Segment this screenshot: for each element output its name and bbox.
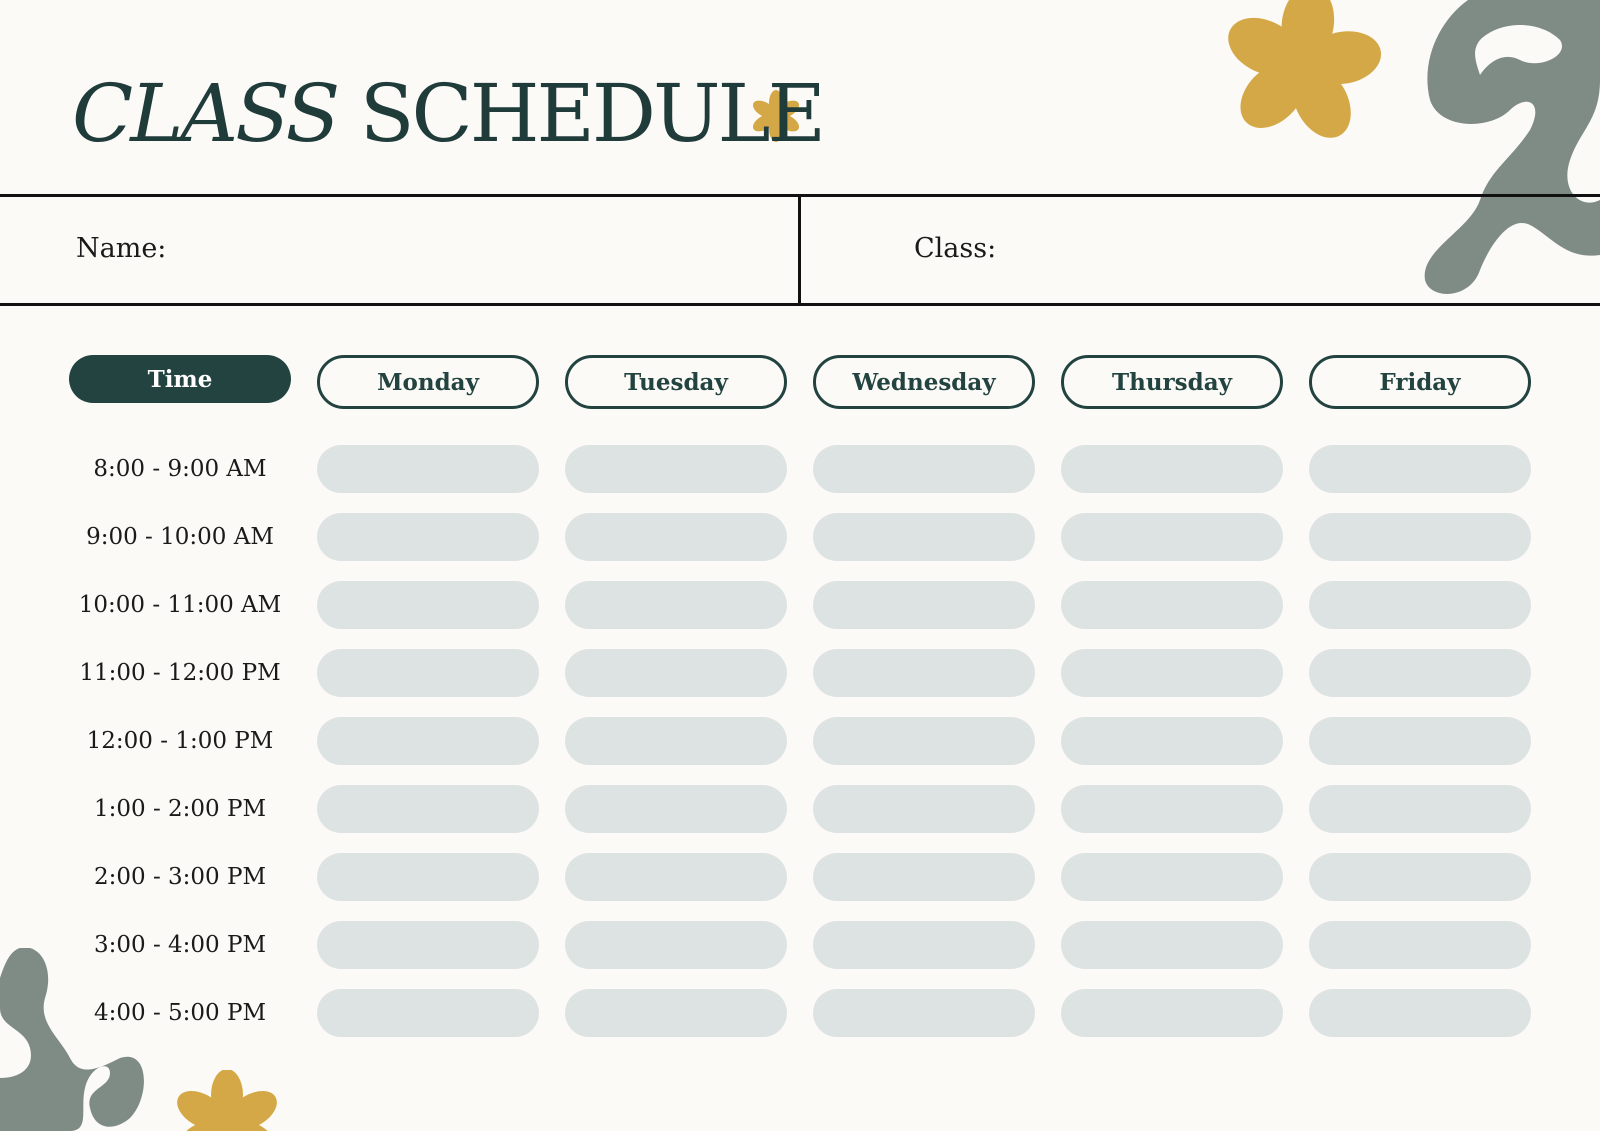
page-title [72,64,823,164]
schedule-slot-friday[interactable] [1309,989,1531,1037]
time-slot-label: 1:00 - 2:00 PM [93,796,267,822]
day-header-friday: Friday [1309,355,1531,409]
time-slot-label: 8:00 - 9:00 AM [93,456,267,482]
schedule-slot-monday[interactable] [317,989,539,1037]
schedule-slot-tuesday[interactable] [565,649,787,697]
time-slot-label: 3:00 - 4:00 PM [93,932,267,958]
time-slot-label: 10:00 - 11:00 AM [78,592,282,618]
day-header-tuesday: Tuesday [565,355,787,409]
schedule-slot-tuesday[interactable] [565,853,787,901]
schedule-slot-monday[interactable] [317,513,539,561]
name-field-label[interactable]: Name: [76,233,167,264]
flower-icon-large [1222,0,1382,140]
schedule-slot-monday[interactable] [317,581,539,629]
schedule-slot-thursday[interactable] [1061,649,1283,697]
schedule-slot-thursday[interactable] [1061,785,1283,833]
schedule-slot-wednesday[interactable] [813,649,1035,697]
schedule-slot-monday[interactable] [317,717,539,765]
schedule-slot-thursday[interactable] [1061,717,1283,765]
class-field-label[interactable]: Class: [914,233,997,264]
day-header-thursday: Thursday [1061,355,1283,409]
schedule-slot-tuesday[interactable] [565,513,787,561]
info-band [0,194,1600,306]
time-header: Time [69,355,291,403]
schedule-slot-wednesday[interactable] [813,513,1035,561]
day-header-wednesday: Wednesday [813,355,1035,409]
schedule-slot-friday[interactable] [1309,649,1531,697]
blob-shape-bottom-left [0,948,150,1131]
schedule-slot-monday[interactable] [317,921,539,969]
title-part-regular: SCHEDULE [337,67,824,160]
schedule-slot-friday[interactable] [1309,717,1531,765]
schedule-slot-wednesday[interactable] [813,853,1035,901]
schedule-slot-wednesday[interactable] [813,785,1035,833]
flower-icon-bottom [172,1070,282,1131]
schedule-slot-thursday[interactable] [1061,853,1283,901]
schedule-slot-thursday[interactable] [1061,513,1283,561]
schedule-slot-wednesday[interactable] [813,921,1035,969]
schedule-slot-wednesday[interactable] [813,445,1035,493]
schedule-slot-tuesday[interactable] [565,445,787,493]
schedule-slot-friday[interactable] [1309,921,1531,969]
schedule-slot-friday[interactable] [1309,581,1531,629]
schedule-slot-monday[interactable] [317,649,539,697]
schedule-slot-monday[interactable] [317,785,539,833]
time-slot-label: 4:00 - 5:00 PM [93,1000,267,1026]
schedule-slot-tuesday[interactable] [565,921,787,969]
schedule-slot-friday[interactable] [1309,853,1531,901]
schedule-slot-tuesday[interactable] [565,717,787,765]
time-slot-label: 12:00 - 1:00 PM [86,728,274,754]
time-slot-label: 2:00 - 3:00 PM [93,864,267,890]
title-part-italic: CLASS [72,67,338,160]
schedule-slot-wednesday[interactable] [813,989,1035,1037]
schedule-slot-thursday[interactable] [1061,581,1283,629]
time-slot-label: 11:00 - 12:00 PM [79,660,281,686]
info-divider [798,197,801,303]
schedule-slot-tuesday[interactable] [565,989,787,1037]
schedule-slot-friday[interactable] [1309,785,1531,833]
schedule-slot-thursday[interactable] [1061,989,1283,1037]
schedule-slot-tuesday[interactable] [565,581,787,629]
schedule-slot-wednesday[interactable] [813,717,1035,765]
schedule-slot-friday[interactable] [1309,513,1531,561]
schedule-slot-monday[interactable] [317,853,539,901]
day-header-monday: Monday [317,355,539,409]
schedule-slot-wednesday[interactable] [813,581,1035,629]
schedule-slot-thursday[interactable] [1061,921,1283,969]
schedule-slot-thursday[interactable] [1061,445,1283,493]
time-slot-label: 9:00 - 10:00 AM [86,524,274,550]
schedule-slot-tuesday[interactable] [565,785,787,833]
schedule-slot-friday[interactable] [1309,445,1531,493]
schedule-slot-monday[interactable] [317,445,539,493]
